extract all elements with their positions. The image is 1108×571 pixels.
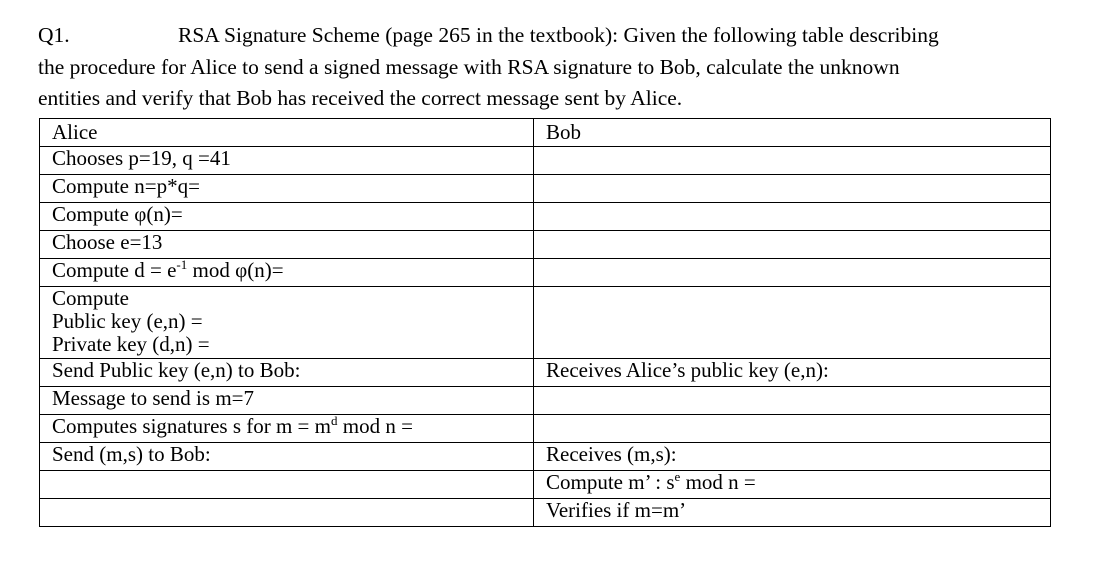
alice-cell: Compute φ(n)=	[40, 203, 534, 231]
table-row	[40, 471, 1051, 499]
alice-cell: Send Public key (e,n) to Bob:	[40, 359, 534, 387]
table-row	[40, 415, 1051, 443]
rsa-procedure-table	[39, 118, 1051, 527]
bob-text: mod n =	[680, 470, 756, 494]
alice-cell: Message to send is m=7	[40, 387, 534, 415]
table-row	[40, 499, 1051, 527]
question-line-3: entities and verify that Bob has received the correct message sent by Alice.	[38, 86, 683, 110]
bob-cell: Verifies if m=m’	[534, 499, 1051, 527]
bob-cell	[534, 231, 1051, 259]
table-row	[40, 231, 1051, 259]
alice-cell	[40, 415, 534, 443]
alice-line: Compute	[52, 286, 129, 310]
bob-cell	[534, 415, 1051, 443]
alice-line: Private key (d,n) =	[52, 332, 210, 356]
table-row	[40, 359, 1051, 387]
alice-text: Computes signatures s for m = m	[52, 414, 331, 438]
table-row	[40, 287, 1051, 359]
bob-cell	[534, 471, 1051, 499]
table-row	[40, 203, 1051, 231]
table-header-row	[40, 119, 1051, 147]
superscript: -1	[176, 257, 188, 272]
table-row	[40, 147, 1051, 175]
alice-line: Public key (e,n) =	[52, 309, 203, 333]
bob-cell	[534, 387, 1051, 415]
superscript: d	[331, 413, 338, 428]
question-line-2: the procedure for Alice to send a signed message with RSA signature to Bob, calculate the unknown	[38, 54, 900, 79]
bob-cell	[534, 287, 1051, 359]
alice-cell	[40, 287, 534, 359]
alice-cell: Send (m,s) to Bob:	[40, 443, 534, 471]
table-row	[40, 387, 1051, 415]
alice-cell	[40, 259, 534, 287]
bob-line: Receives (m,s):	[546, 442, 677, 466]
bob-cell	[534, 175, 1051, 203]
question-text	[38, 20, 1058, 115]
alice-cell: Choose e=13	[40, 231, 534, 259]
bob-cell	[534, 147, 1051, 175]
question-text-1: RSA Signature Scheme (page 265 in the textbook): Given the following table describing	[178, 23, 939, 47]
question-line-1	[38, 20, 1058, 52]
table-row	[40, 259, 1051, 287]
table-row	[40, 443, 1051, 471]
alice-cell: Chooses p=19, q =41	[40, 147, 534, 175]
bob-cell	[534, 443, 1051, 471]
bob-cell: Receives Alice’s public key (e,n):	[534, 359, 1051, 387]
bob-cell	[534, 259, 1051, 287]
bob-cell	[534, 203, 1051, 231]
alice-text: mod n =	[337, 414, 413, 438]
alice-cell	[40, 499, 534, 527]
bob-text: Compute m’ : s	[546, 470, 675, 494]
alice-cell	[40, 471, 534, 499]
header-alice: Alice	[40, 119, 534, 147]
superscript: e	[674, 469, 681, 484]
header-bob: Bob	[534, 119, 1051, 147]
alice-text: mod φ(n)=	[187, 258, 284, 282]
question-label: Q1.	[38, 23, 70, 47]
table-row	[40, 175, 1051, 203]
alice-cell: Compute n=p*q=	[40, 175, 534, 203]
alice-text: Compute d = e	[52, 258, 177, 282]
